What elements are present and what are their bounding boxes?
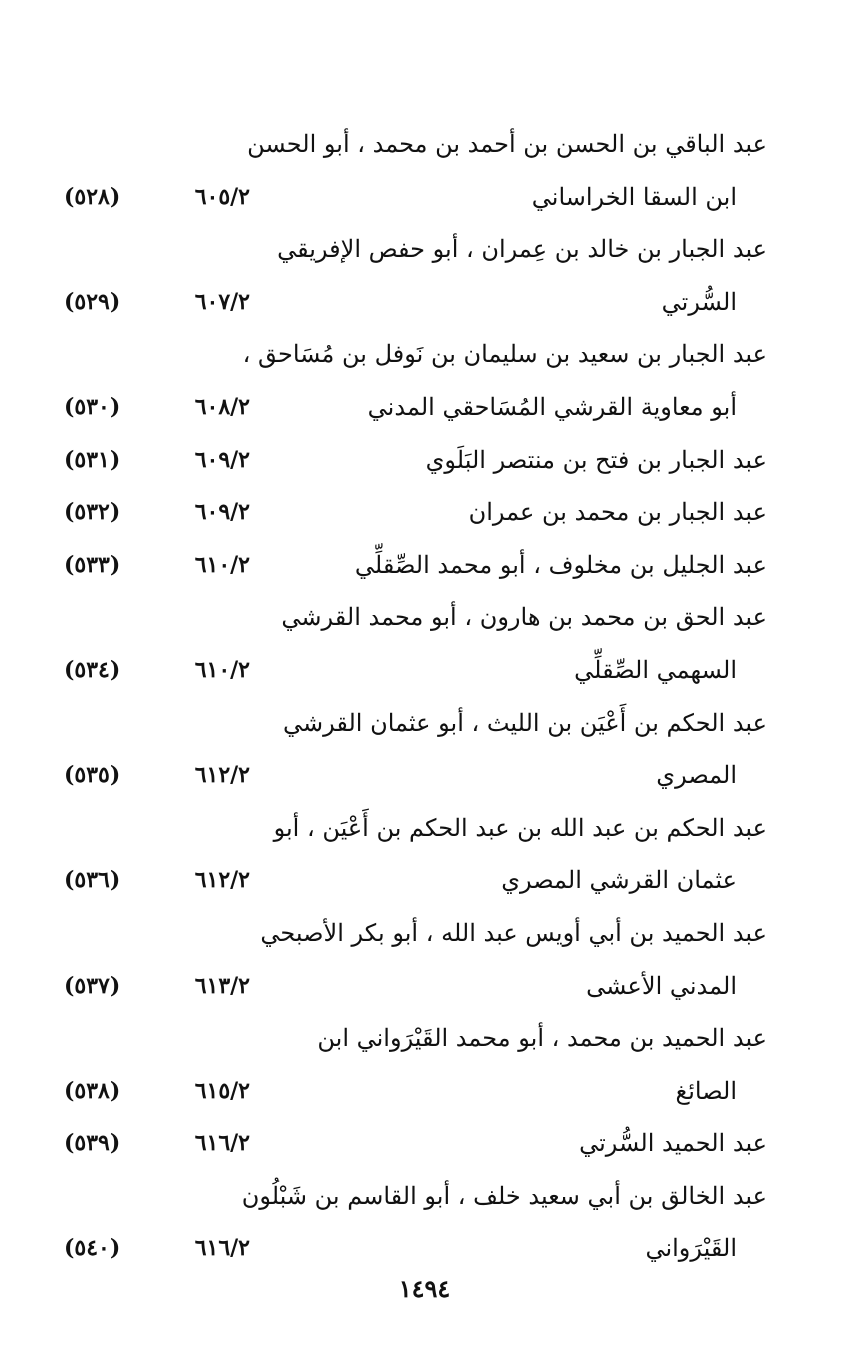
index-line bbox=[0, 1117, 849, 1170]
entry-name-continuation: السُّرتي bbox=[661, 287, 737, 316]
entry-number: (٥٣٥) bbox=[64, 762, 121, 789]
entry-name: عبد الحكم بن أَعْيَن بن الليث ، أبو عثمان القرشي bbox=[283, 708, 767, 737]
entry-number: (٥٣٨) bbox=[64, 1077, 121, 1104]
entry-name: عبد الباقي بن الحسن بن أحمد بن محمد ، أبو الحسن bbox=[247, 130, 767, 158]
index-line bbox=[0, 854, 849, 907]
index-line bbox=[0, 1222, 849, 1275]
entry-page-reference: ٦٠٧/٢ bbox=[194, 288, 250, 315]
entry-page-reference: ٦٠٥/٢ bbox=[194, 183, 250, 210]
entry-number: (٥٢٨) bbox=[64, 183, 121, 210]
entry-page-reference: ٦١٦/٢ bbox=[194, 1235, 250, 1262]
entry-page-reference: ٦١٢/٢ bbox=[194, 762, 250, 789]
entry-name-continuation: المصري bbox=[656, 761, 737, 790]
index-line bbox=[0, 276, 849, 329]
entry-page-reference: ٦٠٩/٢ bbox=[194, 499, 250, 526]
entry-page-reference: ٦١٣/٢ bbox=[194, 972, 250, 999]
index-line bbox=[0, 1170, 849, 1223]
entry-name-continuation: أبو معاوية القرشي المُسَاحقي المدني bbox=[367, 392, 737, 421]
index-line bbox=[0, 171, 849, 224]
entry-name: عبد الحميد بن محمد ، أبو محمد القَيْرَواني ابن bbox=[317, 1024, 767, 1053]
entry-number: (٥٢٩) bbox=[64, 288, 121, 315]
index-line bbox=[0, 328, 849, 381]
index-line bbox=[0, 434, 849, 487]
entry-number: (٥٣٧) bbox=[64, 972, 121, 999]
entry-number: (٥٣٢) bbox=[64, 499, 121, 526]
index-line bbox=[0, 1012, 849, 1065]
entry-name: عبد الخالق بن أبي سعيد خلف ، أبو القاسم بن شَبْلُون bbox=[241, 1181, 767, 1210]
entry-number: (٥٣٩) bbox=[64, 1130, 121, 1157]
entry-name: عبد الجبار بن خالد بن عِمران ، أبو حفص الإفريقي bbox=[277, 235, 767, 264]
entry-name-continuation: ابن السقا الخراساني bbox=[531, 182, 737, 211]
entry-page-reference: ٦٠٨/٢ bbox=[194, 393, 250, 420]
entry-name: عبد الحميد السُّرتي bbox=[579, 1129, 767, 1158]
entry-page-reference: ٦١٥/٢ bbox=[194, 1077, 250, 1104]
entry-name: عبد الجبار بن سعيد بن سليمان بن نَوفل بن مُسَاحق ، bbox=[242, 340, 767, 369]
entry-page-reference: ٦١٠/٢ bbox=[194, 656, 250, 683]
entry-page-reference: ٦١٦/٢ bbox=[194, 1130, 250, 1157]
entry-page-reference: ٦١٠/٢ bbox=[194, 551, 250, 578]
entry-page-reference: ٦١٢/٢ bbox=[194, 867, 250, 894]
index-line bbox=[0, 118, 849, 171]
entry-number: (٥٣٤) bbox=[64, 656, 121, 683]
entry-name-continuation: القَيْرَواني bbox=[645, 1234, 737, 1263]
index-line bbox=[0, 802, 849, 855]
index-line bbox=[0, 749, 849, 802]
entry-page-reference: ٦٠٩/٢ bbox=[194, 446, 250, 473]
entry-name-continuation: المدني الأعشى bbox=[586, 971, 737, 1000]
entry-number: (٥٣٦) bbox=[64, 867, 121, 894]
entry-name: عبد الجليل بن مخلوف ، أبو محمد الصِّقلِّي bbox=[354, 550, 767, 579]
index-line bbox=[0, 1065, 849, 1118]
index-line bbox=[0, 907, 849, 960]
entry-name: عبد الحميد بن أبي أويس عبد الله ، أبو بكر الأصبحي bbox=[260, 918, 767, 947]
index-line bbox=[0, 644, 849, 697]
index-line bbox=[0, 486, 849, 539]
entry-name-continuation: الصائغ bbox=[675, 1076, 737, 1105]
index-line bbox=[0, 697, 849, 750]
index-line bbox=[0, 381, 849, 434]
entry-name-continuation: السهمي الصِّقلِّي bbox=[574, 655, 737, 684]
entry-name: عبد الجبار بن فتح بن منتصر البَلَوي bbox=[425, 445, 767, 474]
page-number: ١٤٩٤ bbox=[398, 1274, 451, 1303]
index-entries bbox=[0, 118, 849, 1275]
index-line bbox=[0, 960, 849, 1013]
entry-name: عبد الجبار بن محمد بن عمران bbox=[468, 498, 767, 527]
entry-name-continuation: عثمان القرشي المصري bbox=[501, 866, 737, 895]
index-line bbox=[0, 223, 849, 276]
entry-number: (٥٣١) bbox=[64, 446, 121, 473]
index-line bbox=[0, 591, 849, 644]
entry-name: عبد الحكم بن عبد الله بن عبد الحكم بن أَعْيَن ، أبو bbox=[273, 813, 767, 842]
entry-name: عبد الحق بن محمد بن هارون ، أبو محمد القرشي bbox=[281, 603, 767, 632]
entry-number: (٥٤٠) bbox=[64, 1235, 121, 1262]
entry-number: (٥٣٣) bbox=[64, 551, 121, 578]
index-line bbox=[0, 539, 849, 592]
entry-number: (٥٣٠) bbox=[64, 393, 121, 420]
